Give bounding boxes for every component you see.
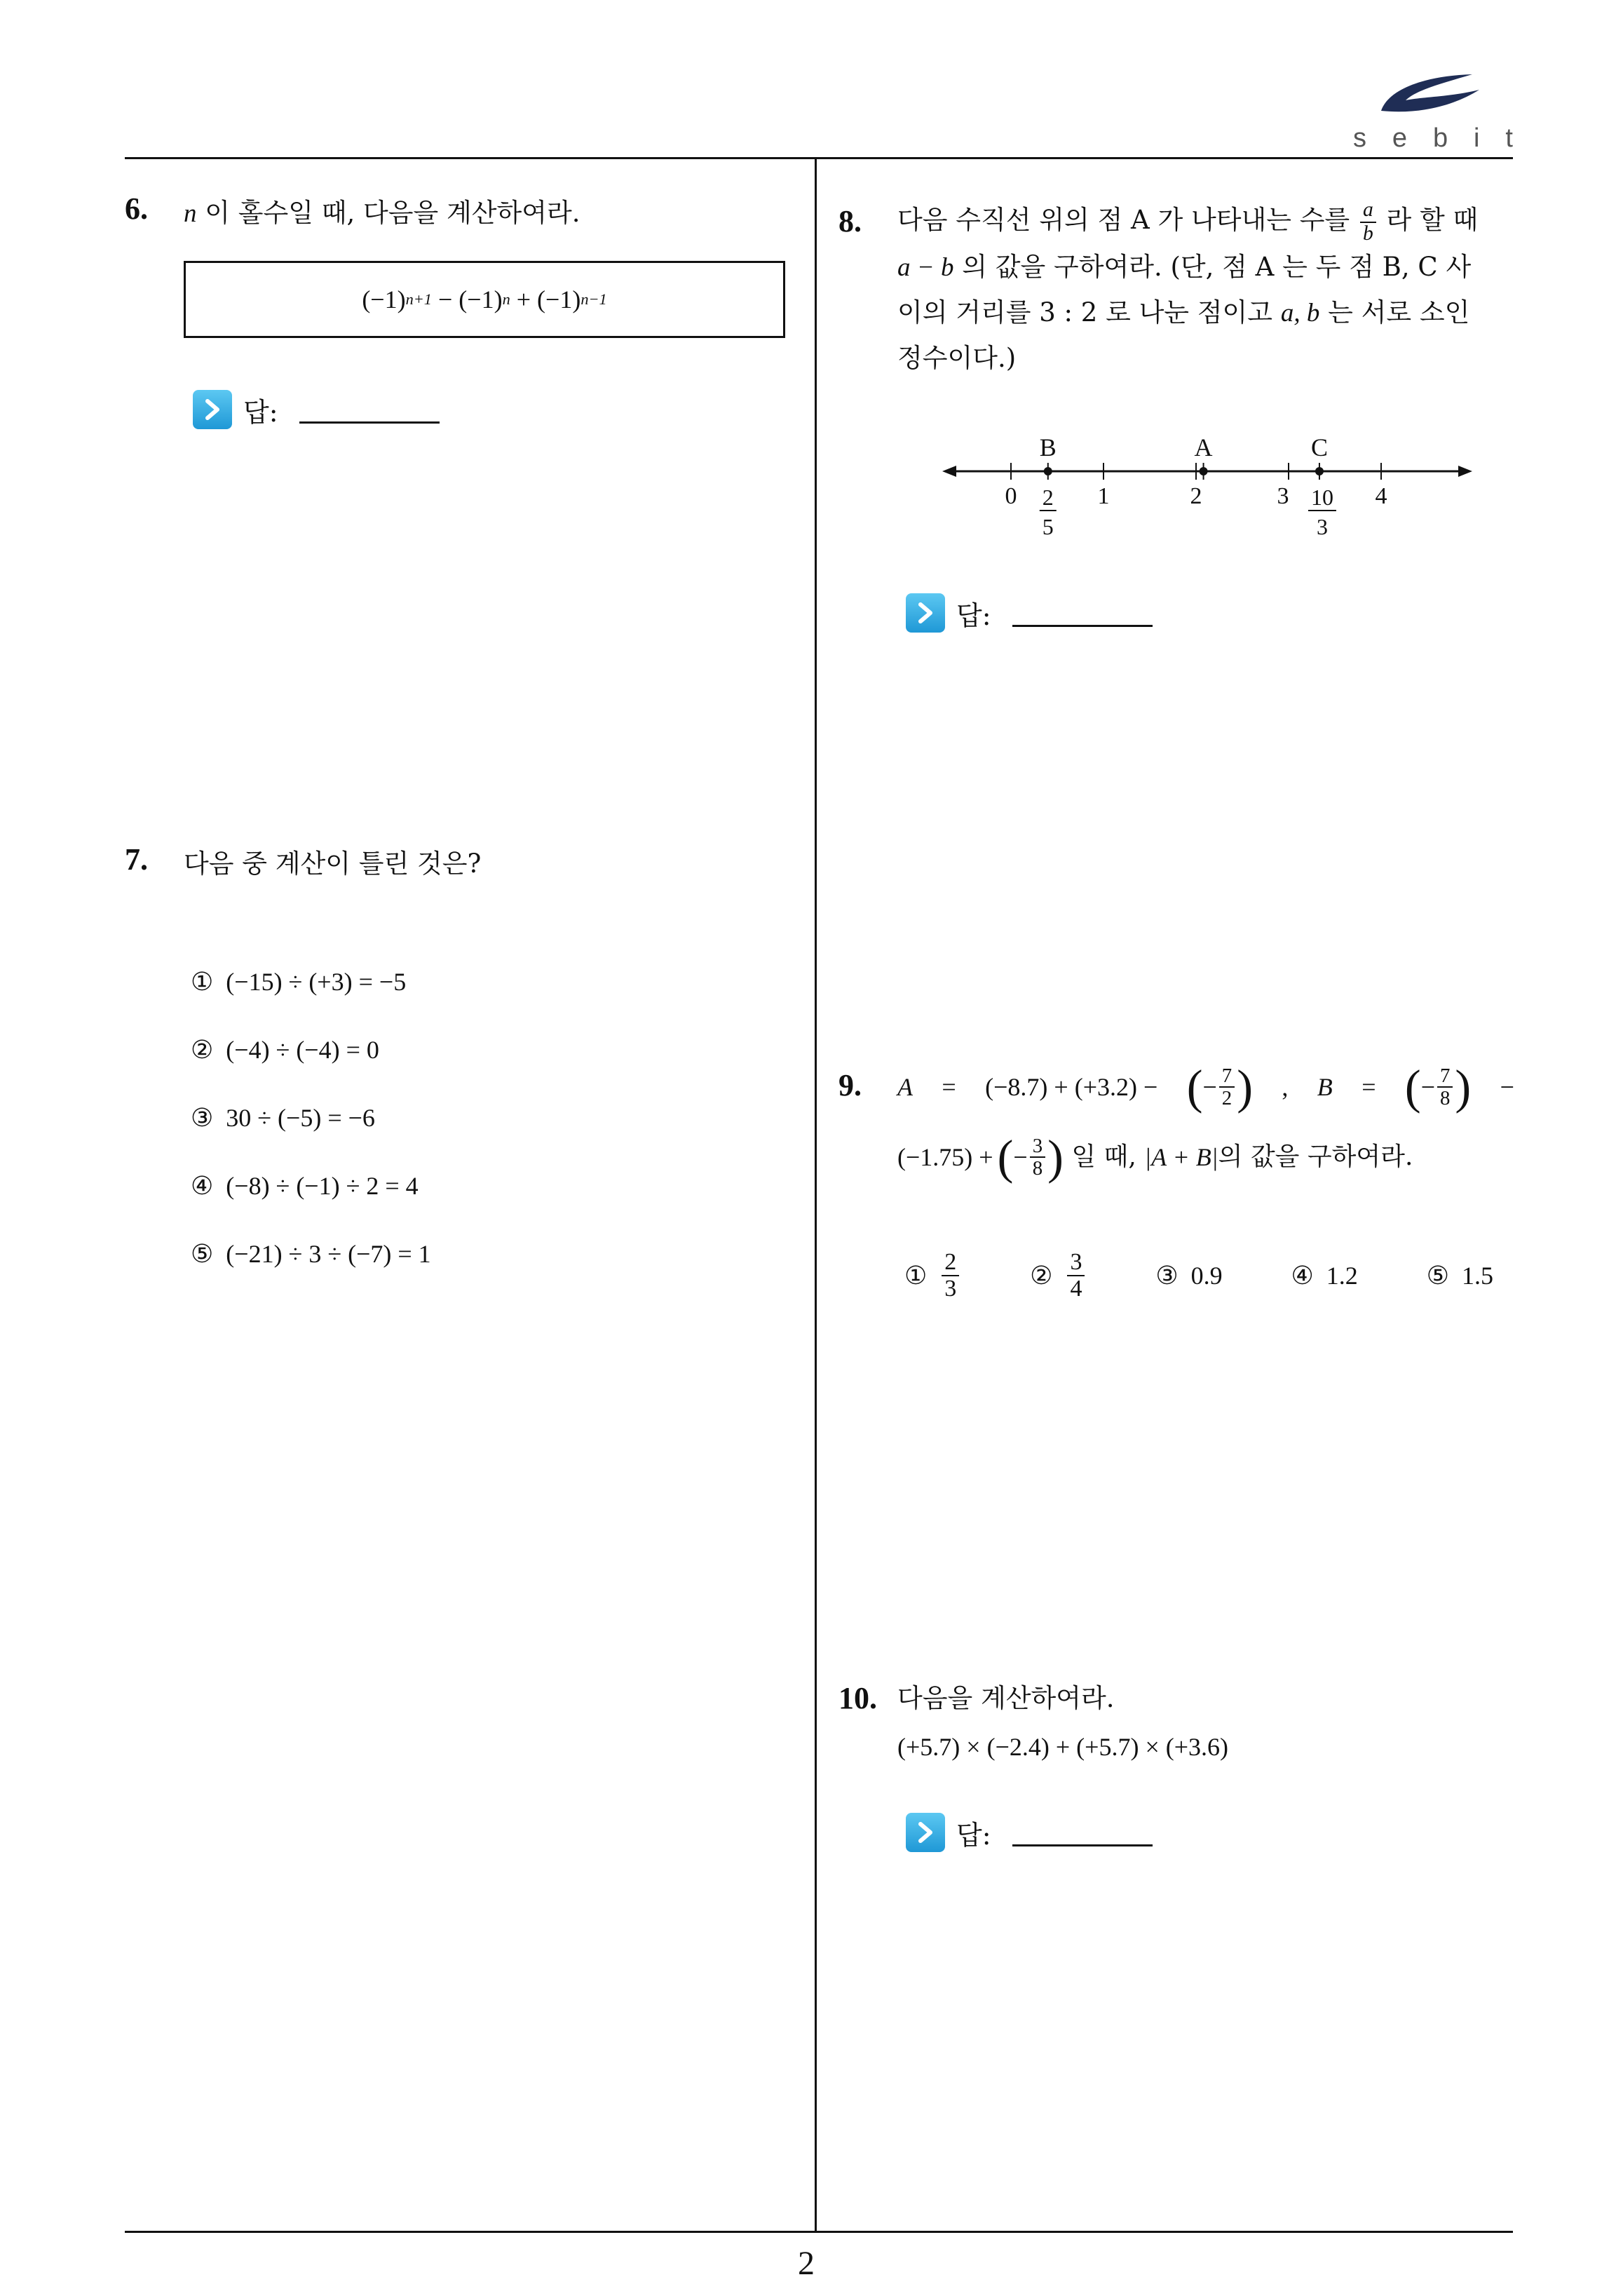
fraction-numerator: a <box>1360 199 1376 222</box>
sebit-logo-mark-icon <box>1374 69 1486 125</box>
choice-text: (−21) ÷ 3 ÷ (−7) = 1 <box>226 1240 431 1268</box>
expr-term: (−1) <box>537 285 581 313</box>
question-8-text <box>897 198 1514 381</box>
tick-label: 1 <box>1097 483 1110 509</box>
expr-exponent: n+1 <box>405 290 432 308</box>
sebit-logo <box>1353 69 1514 160</box>
var-B: B <box>1317 1073 1333 1101</box>
expr-exponent: n−1 <box>580 290 607 308</box>
answer-row-8 <box>906 593 1153 633</box>
number-line <box>941 429 1474 541</box>
fraction-numerator: 7 <box>1437 1065 1453 1088</box>
choice-item[interactable] <box>904 1250 961 1301</box>
choice-mark: ① <box>904 1261 928 1290</box>
question-6 <box>125 191 148 227</box>
answer-row-6 <box>193 390 440 429</box>
question-10-expression: (+5.7) × (−2.4) + (+5.7) × (+3.6) <box>897 1733 1229 1761</box>
answer-label: 답: <box>956 1819 991 1851</box>
logo-letter: s <box>1353 123 1368 153</box>
choice-list <box>904 1250 1493 1301</box>
q8-line3-post: 는 서로 소인 <box>1319 297 1470 327</box>
equals-sign: = <box>942 1073 956 1101</box>
abs-expression: |A + B| <box>1144 1143 1218 1171</box>
fraction-denominator: 3 <box>944 1275 957 1302</box>
line2-pre: (−1.75) + <box>897 1143 993 1171</box>
choice-list <box>191 948 431 1288</box>
minus-sign: − <box>1500 1073 1514 1101</box>
q8-line4: 정수이다.) <box>897 342 1017 373</box>
q8-line1-post: 라 할 때 <box>1378 205 1479 235</box>
fraction-a-over-b <box>1360 199 1376 244</box>
choice-item[interactable] <box>1427 1261 1493 1290</box>
q8-line2: 의 값을 구하여라. (단, 점 A 는 두 점 B, C 사 <box>953 251 1472 282</box>
column-divider <box>815 157 817 2233</box>
choice-text: 1.5 <box>1461 1261 1493 1290</box>
chevron-right-icon <box>906 593 945 633</box>
variable-n: n <box>184 199 197 228</box>
question-number: 9. <box>838 1068 862 1102</box>
expression-box <box>184 261 785 338</box>
choice-mark: ④ <box>1291 1261 1314 1290</box>
chevron-right-icon <box>193 390 232 429</box>
choice-item[interactable] <box>1291 1261 1358 1290</box>
point-label: C <box>1310 433 1328 461</box>
fraction-numerator: 2 <box>942 1250 959 1276</box>
choice-text: (−8) ÷ (−1) ÷ 2 = 4 <box>226 1172 419 1200</box>
choice-mark: ④ <box>191 1172 214 1200</box>
point-label: A <box>1194 433 1213 461</box>
answer-row-10 <box>906 1813 1153 1852</box>
question-number: 10. <box>838 1681 877 1715</box>
tick-label: 2 <box>1190 483 1202 509</box>
choice-text: (−15) ÷ (+3) = −5 <box>226 968 407 996</box>
comma: , <box>1282 1073 1289 1101</box>
question-text: 이 홀수일 때, 다음을 계산하여라. <box>196 198 580 228</box>
choice-mark: ⑤ <box>1426 1261 1449 1290</box>
fraction-denominator: 4 <box>1070 1275 1082 1302</box>
expr-operator: + <box>510 285 538 313</box>
choice-text: 1.2 <box>1326 1261 1358 1290</box>
choice-mark: ② <box>191 1036 214 1064</box>
choice-item[interactable] <box>1155 1261 1222 1290</box>
point-fraction-numerator: 2 <box>1042 485 1054 510</box>
expr-term: (−1) <box>459 285 503 313</box>
point-label: B <box>1039 433 1057 461</box>
choice-item[interactable] <box>1030 1250 1087 1301</box>
arrow-left-icon <box>942 466 956 477</box>
choice-item[interactable] <box>191 1016 431 1084</box>
fraction-numerator: 3 <box>1067 1250 1085 1276</box>
q8-line1-pre: 다음 수직선 위의 점 A 가 나타내는 수를 <box>897 205 1358 235</box>
fraction-denominator: b <box>1362 222 1373 245</box>
choice-mark: ③ <box>191 1104 214 1132</box>
logo-letter: t <box>1505 123 1514 153</box>
sebit-logo-text <box>1353 123 1514 154</box>
fraction-denominator: 2 <box>1221 1087 1232 1109</box>
expr-operator: − <box>431 285 459 313</box>
fraction-numerator: 3 <box>1030 1135 1045 1158</box>
equals-sign: = <box>1361 1073 1376 1101</box>
choice-mark: ① <box>191 968 214 996</box>
logo-letter: i <box>1474 123 1481 153</box>
question-number: 6. <box>125 191 148 226</box>
fraction-denominator: 8 <box>1440 1087 1451 1109</box>
point-fraction-denominator: 3 <box>1316 514 1328 539</box>
choice-item[interactable] <box>191 948 431 1016</box>
point-fraction-numerator: 10 <box>1310 485 1333 510</box>
expr-a-minus-b: a − b <box>897 252 954 282</box>
answer-label: 답: <box>956 600 991 631</box>
choice-item[interactable] <box>191 1084 431 1152</box>
point-dot <box>1044 467 1052 475</box>
logo-letter: e <box>1392 123 1409 153</box>
a-terms: (−8.7) + (+3.2) − <box>985 1073 1158 1101</box>
tick-label: 4 <box>1375 483 1387 509</box>
question-7-text: 다음 중 계산이 틀린 것은? <box>184 849 482 879</box>
choice-mark: ③ <box>1155 1261 1179 1290</box>
question-number: 8. <box>838 204 862 238</box>
question-number: 7. <box>125 842 148 877</box>
line2-post: 의 값을 구하여라. <box>1218 1142 1413 1171</box>
answer-blank[interactable] <box>1012 600 1153 627</box>
logo-letter: b <box>1432 123 1450 153</box>
expr-term: (−1) <box>362 285 406 313</box>
footer-rule <box>125 2231 1513 2233</box>
line2-mid: 일 때, <box>1063 1142 1145 1171</box>
answer-label: 답: <box>243 396 278 428</box>
point-dot <box>1200 467 1208 475</box>
arrow-right-icon <box>1458 466 1472 477</box>
fraction-numerator: 7 <box>1219 1065 1235 1088</box>
choice-item[interactable] <box>191 1220 431 1288</box>
tick-label: 0 <box>1005 483 1017 509</box>
question-6-text <box>184 191 580 236</box>
question-9-text: A = (−8.7) + (+3.2) − ( − $\frac{7}{2}$ ) , B = ( − $\frac{7}{8}$ ) − (−1.75) + ( − $\frac{3}{8}$ ) 일 때, |A + B| 의 값을 구하여라. <box>897 1060 1514 1184</box>
choice-mark: ⑤ <box>191 1240 214 1268</box>
page-number: 2 <box>798 2245 815 2282</box>
question-10-text: 다음을 계산하여라. <box>897 1683 1115 1713</box>
choice-mark: ② <box>1030 1261 1053 1290</box>
choice-text: 0.9 <box>1190 1261 1223 1290</box>
choice-text: (−4) ÷ (−4) = 0 <box>226 1036 379 1064</box>
tick-label: 3 <box>1277 483 1289 509</box>
choice-text: 30 ÷ (−5) = −6 <box>226 1104 375 1132</box>
choice-item[interactable] <box>191 1152 431 1220</box>
var-A: A <box>897 1073 913 1101</box>
fraction-denominator: 8 <box>1032 1157 1043 1180</box>
q8-line3-pre: 이의 거리를 3 : 2 로 나눈 점이고 <box>897 297 1281 327</box>
point-dot <box>1315 467 1324 475</box>
chevron-right-icon <box>906 1813 945 1852</box>
header-rule <box>125 157 1513 159</box>
expr-exponent: n <box>502 290 510 308</box>
vars-a-b: a, b <box>1280 298 1320 327</box>
answer-blank[interactable] <box>1012 1819 1153 1846</box>
answer-blank[interactable] <box>299 396 440 424</box>
point-fraction-denominator: 5 <box>1042 514 1054 539</box>
